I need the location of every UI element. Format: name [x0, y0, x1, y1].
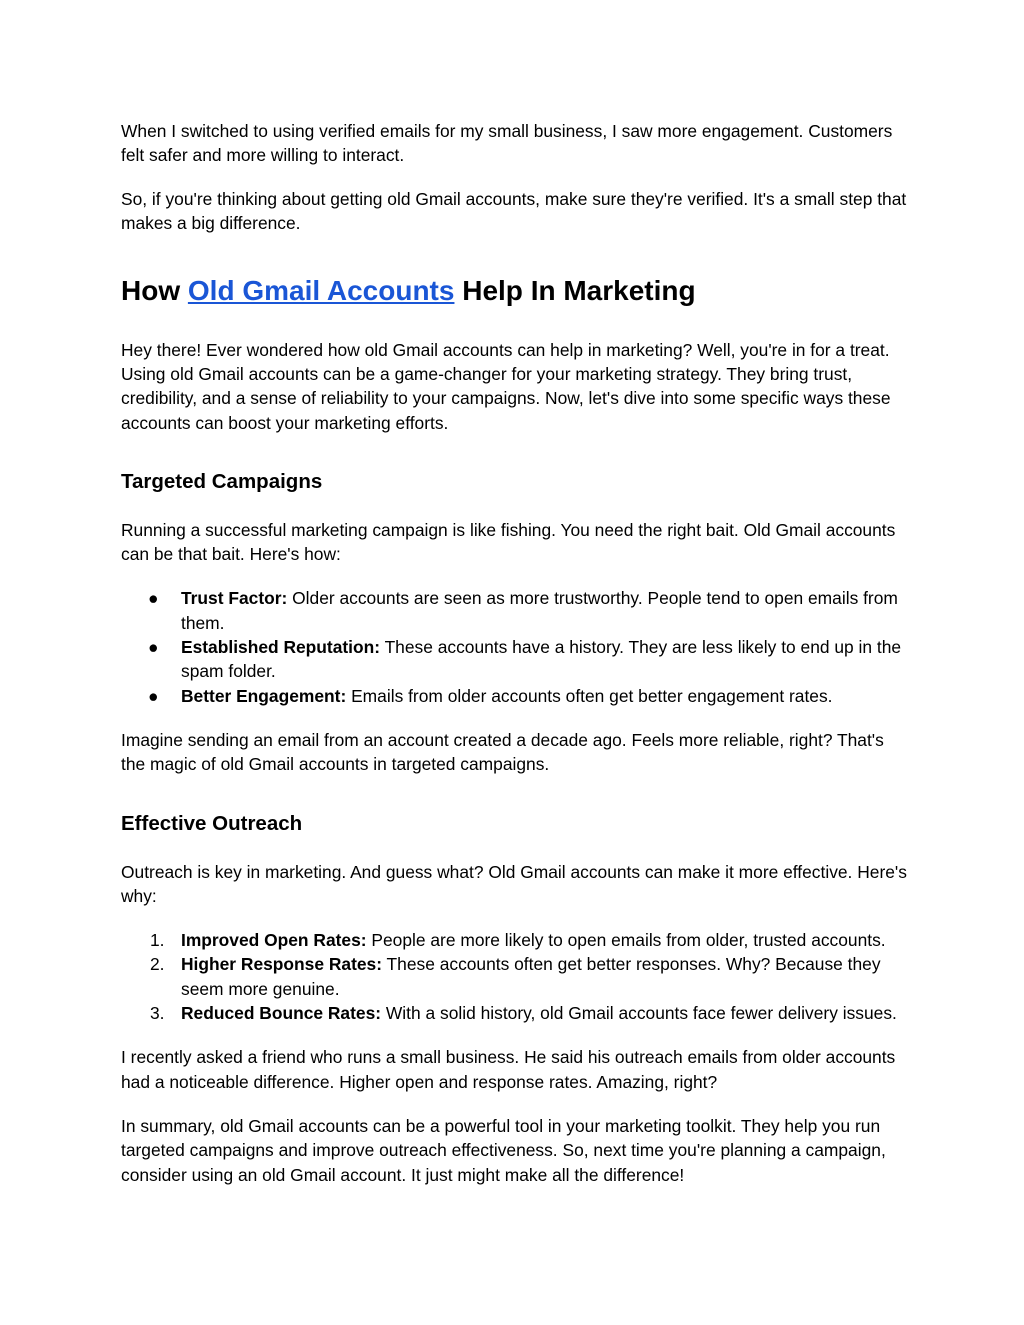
outreach-intro-paragraph: Outreach is key in marketing. And guess what? Old Gmail accounts can make it more effective. Here's why: [121, 861, 907, 906]
list-number: 1. [150, 930, 165, 951]
list-item [121, 586, 911, 635]
list-item [121, 1001, 911, 1025]
list-item-text: People are more likely to open emails from older, trusted accounts. [366, 930, 886, 951]
targeted-intro-paragraph: Running a successful marketing campaign is like fishing. You need the right bait. Old Gmail accounts can be that bait. Here's how: [121, 519, 896, 565]
list-item-text: Older accounts are seen as more trustworthy. People tend to open emails from them. [181, 588, 898, 633]
old-gmail-accounts-link[interactable]: Old Gmail Accounts [187, 274, 455, 306]
section-intro-paragraph: Hey there! Ever wondered how old Gmail accounts can help in marketing? Well, you're in for a treat. Using old Gmail accounts can be a game-changer for your marketing strategy. They bring trust, credibility, and a sense of reliability to your campaigns. Now, let's dive into some specific ways these accounts can boost your marketing efforts. [121, 339, 891, 433]
summary-paragraph: In summary, old Gmail accounts can be a powerful tool in your marketing toolkit. They help you run targeted campaigns and improve outreach effectiveness. So, next time you're planning a campaign, consider using an old Gmail account. It just might make all the difference! [121, 1115, 886, 1185]
section-heading [121, 273, 911, 309]
list-number: 2. [150, 954, 165, 975]
bullet-marker: ● [148, 685, 159, 706]
bullet-marker: ● [148, 588, 159, 609]
document-page [121, 119, 911, 1187]
anecdote-paragraph: I recently asked a friend who runs a small business. He said his outreach emails from older accounts had a noticeable difference. Higher open and response rates. Amazing, right? [121, 1047, 896, 1092]
list-item-text: These accounts have a history. They are less likely to end up in the spam folder. [181, 637, 902, 682]
list-item [121, 635, 911, 684]
outreach-numbered-list [121, 928, 911, 1025]
targeted-campaigns-heading: Targeted Campaigns [121, 469, 323, 493]
list-item-label: Improved Open Rates: [181, 930, 367, 951]
list-item-label: Higher Response Rates: [181, 954, 383, 975]
targeted-outro-paragraph: Imagine sending an email from an account created a decade ago. Feels more reliable, right? That's the magic of old Gmail accounts in targeted campaigns. [121, 729, 884, 775]
list-item [121, 684, 911, 708]
list-item-label: Established Reputation: [181, 637, 381, 658]
intro-paragraph-1: When I switched to using verified emails for my small business, I saw more engagement. Customers felt safer and more willing to interact. [121, 121, 893, 166]
list-item-label: Reduced Bounce Rates: [181, 1003, 382, 1024]
list-item-text: With a solid history, old Gmail accounts face fewer delivery issues. [381, 1003, 897, 1024]
list-item [121, 952, 911, 1001]
targeted-bullet-list [121, 586, 911, 707]
bullet-marker: ● [148, 637, 159, 658]
effective-outreach-heading: Effective Outreach [121, 811, 303, 835]
list-item [121, 928, 911, 952]
list-item-text: These accounts often get better responses. Why? Because they seem more genuine. [181, 954, 881, 999]
section-heading-suffix: Help In Marketing [454, 274, 696, 306]
list-item-label: Trust Factor: [181, 588, 288, 609]
intro-paragraph-2: So, if you're thinking about getting old Gmail accounts, make sure they're verified. It's a small step that makes a big difference. [121, 189, 907, 234]
section-heading-prefix: How [121, 274, 188, 306]
list-number: 3. [150, 1003, 165, 1024]
list-item-label: Better Engagement: [181, 685, 347, 706]
list-item-text: Emails from older accounts often get better engagement rates. [346, 685, 833, 706]
